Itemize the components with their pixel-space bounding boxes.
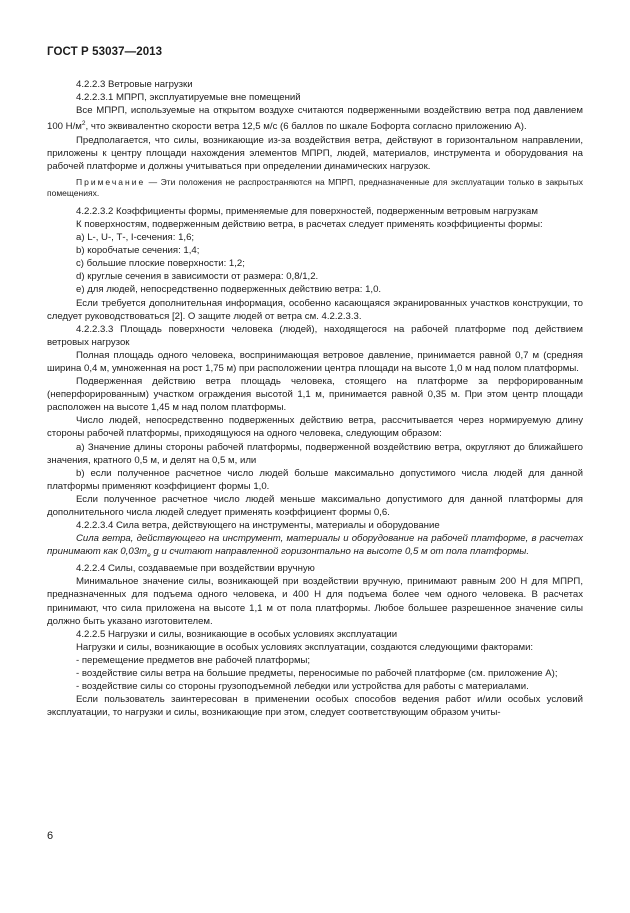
- section-4-2-2-3-4-heading: 4.2.2.3.4 Сила ветра, действующего на инструменты, материалы и оборудование: [76, 520, 440, 532]
- paragraph-full-area: Полная площадь одного человека, воспринимающая ветровое давление, принимается равной 0,7 м (средняя ширина 0,4 м, умноженная на рост 1,75 м) при расположении центра площади на высоте 1,0 м над полом платформы.: [47, 349, 583, 374]
- paragraph-manual-force: Минимальное значение силы, возникающей при воздействии вручную, принимают равным 200 Н для МПРП, предназначенных для подъема одного человека, и 400 Н для подъема более чем одного человека. В расчетах принимают, что сила приложена на высоте 1,1 м от пола платформы. Любое большее разрешенное значение силы должно быть указано изготовителем.: [47, 576, 583, 627]
- list-item-d: d) круглые сечения в зависимости от размера: 0,8/1,2.: [76, 271, 319, 283]
- note-text: — Эти положения не распространяются на МПРП, предназначенные для эксплуатации только в закрытых помещениях.: [47, 176, 583, 199]
- page-number: 6: [47, 830, 54, 842]
- section-4-2-2-5-heading: 4.2.2.5 Нагрузки и силы, возникающие в особых условиях эксплуатации: [76, 628, 398, 640]
- paragraph-user-interest: Если пользователь заинтересован в применении особых способов ведения работ и/или особых условий эксплуатации, то нагрузки и силы, возникающие при этом, следует соответствующим образом учиты-: [47, 694, 583, 719]
- note: [47, 177, 583, 200]
- paragraph-shape-coefficients: К поверхностям, подверженным действию ветра, в расчетах следует применять коэффициенты формы:: [76, 218, 543, 230]
- section-4-2-2-3-2-heading: 4.2.2.3.2 Коэффициенты формы, применяемые для поверхностей, подверженным ветровым нагрузкам: [76, 205, 538, 217]
- wind-pressure-text-a: Все МПРП, используемые на открытом воздухе считаются подверженными воздействию ветра под давлением 100 Н/м: [47, 105, 583, 133]
- paragraph-fewer-people: Если полученное расчетное число людей меньше максимально допустимого для данной платформы для дополнительного числа людей следует применять коэффициент формы 0,6.: [47, 493, 583, 518]
- list-item-a: а) L-, U-, Т-, I-сечения: 1,6;: [76, 232, 195, 244]
- note-label: Примечание: [76, 176, 146, 187]
- tool-force-text-b: g и считают направленной горизонтально на высоте 0,5 м от пола платформы.: [150, 546, 530, 558]
- paragraph-item-a: а) Значение длины стороны рабочей платформы, подверженной воздействию ветра, округляют до ближайшего значения, кратного 0,5 м, и делят на 0,5 м, или: [47, 441, 583, 466]
- document-header: ГОСТ Р 53037—2013: [47, 46, 163, 58]
- mass-subscript: e: [147, 552, 151, 560]
- page-body: [47, 78, 583, 719]
- paragraph-exposed-area: Подверженная действию ветра площадь человека, стоящего на платформе за перфорированным (неперфорированным) участком ограждения высотой 1,1 м, принимается равной 0,35 м. При этом центр площади расположен на высоте 1,45 м над полом платформы.: [47, 376, 583, 414]
- tool-force-text-a: Сила ветра, действующего на инструмент, материалы и оборудование на рабочей платформе, в расчетах принимают как 0,03m: [47, 533, 583, 558]
- section-4-2-2-3-heading: 4.2.2.3 Ветровые нагрузки: [76, 79, 193, 90]
- section-4-2-2-3-3-heading: 4.2.2.3.3 Площадь поверхности человека (людей), находящегося на рабочей платформе под действием ветровых нагрузок: [47, 323, 583, 348]
- dash-item-1: - перемещение предметов вне рабочей платформы;: [76, 654, 311, 666]
- unit-superscript: 2: [81, 120, 86, 128]
- list-item-c: с) большие плоские поверхности: 1,2;: [76, 258, 245, 270]
- paragraph-tool-wind-force: [47, 532, 583, 562]
- section-4-2-2-3-1-heading: 4.2.2.3.1 МПРП, эксплуатируемые вне помещений: [76, 92, 301, 104]
- paragraph-more-info: Если требуется дополнительная информация, особенно касающаяся экранированных участков конструкции, то следует руководствоваться [2]. О защите людей от ветра см. 4.2.2.3.3.: [47, 297, 583, 322]
- list-item-b: b) коробчатые сечения: 1,4;: [76, 245, 200, 257]
- paragraph-wind-assumption: Предполагается, что силы, возникающие из-за воздействия ветра, действуют в горизонтальном направлении, приложены к центру площади нахождения элементов МПРП, людей, материалов, инструмента и оборудования на рабочей платформе и должны учитываться при определении динамических нагрузок.: [47, 134, 583, 172]
- paragraph-wind-pressure: [47, 104, 583, 133]
- list-item-e: е) для людей, непосредственно подверженных действию ветра: 1,0.: [76, 284, 382, 296]
- wind-pressure-text-b: , что эквивалентно скорости ветра 12,5 м/с (6 баллов по шкале Бофорта согласно приложению А).: [85, 121, 527, 133]
- section-4-2-2-4-heading: 4.2.2.4 Силы, создаваемые при воздействии вручную: [76, 563, 315, 575]
- dash-item-3: - воздействие силы со стороны грузоподъемной лебедки или устройства для работы с материалами.: [76, 681, 529, 693]
- paragraph-item-b: b) если полученное расчетное число людей больше максимально допустимого числа людей для данной платформы применяют коэффициент формы 1,0.: [47, 467, 583, 492]
- dash-item-2: - воздействие силы ветра на большие предметы, переносимые по рабочей платформе (см. приложение А);: [76, 668, 558, 680]
- paragraph-special-conditions: Нагрузки и силы, возникающие в особых условиях эксплуатации, создаются следующими факторами:: [76, 641, 534, 653]
- paragraph-number-of-people: Число людей, непосредственно подверженных действию ветра, рассчитывается через нормируемую длину стороны рабочей платформы, приходящуюся на одного человека, следующим образом:: [47, 415, 583, 440]
